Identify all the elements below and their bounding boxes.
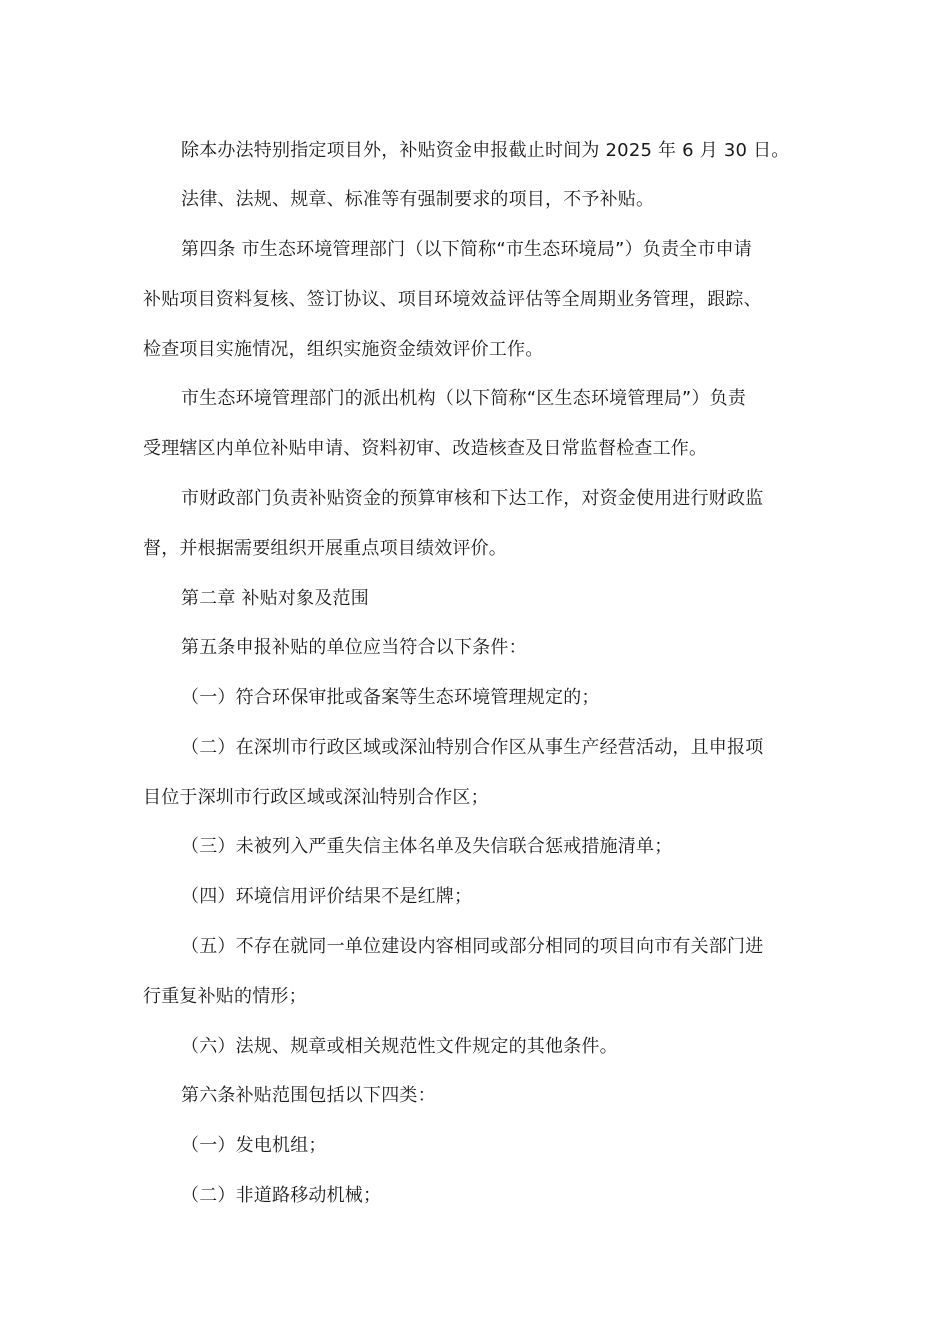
paragraph-line: 市财政部门负责补贴资金的预算审核和下达工作，对资金使用进行财政监 — [181, 488, 764, 509]
paragraph-line: 第四条 市生态环境管理部门（以下简称“市生态环境局”）负责全市申请 — [181, 239, 752, 260]
list-item: （二）在深圳市行政区域或深汕特别合作区从事生产经营活动，且申报项 — [181, 737, 764, 758]
list-item: （五）不存在就同一单位建设内容相同或部分相同的项目向市有关部门进 — [181, 936, 764, 957]
paragraph-line: 督，并根据需要组织开展重点项目绩效评价。 — [143, 538, 507, 559]
paragraph-line: 市生态环境管理部门的派出机构（以下简称“区生态环境管理局”）负责 — [181, 388, 747, 409]
paragraph-line: 第六条补贴范围包括以下四类： — [181, 1085, 436, 1106]
list-item: （二）非道路移动机械； — [181, 1185, 382, 1206]
list-item: （三）未被列入严重失信主体名单及失信联合惩戒措施清单； — [181, 836, 673, 857]
paragraph-line: 第五条申报补贴的单位应当符合以下条件： — [181, 637, 527, 658]
list-item: （四）环境信用评价结果不是红牌； — [181, 886, 473, 907]
list-item-continuation: 行重复补贴的情形； — [143, 986, 307, 1007]
list-item: （六）法规、规章或相关规范性文件规定的其他条件。 — [181, 1036, 618, 1057]
paragraph-line: 除本办法特别指定项目外，补贴资金申报截止时间为 2025 年 6 月 30 日。 — [181, 140, 790, 161]
list-item-continuation: 目位于深圳市行政区域或深汕特别合作区； — [143, 787, 489, 808]
list-item: （一）发电机组； — [181, 1135, 327, 1156]
paragraph-line: 受理辖区内单位补贴申请、资料初审、改造核查及日常监督检查工作。 — [143, 438, 708, 459]
paragraph-line: 法律、法规、规章、标准等有强制要求的项目，不予补贴。 — [181, 189, 655, 210]
paragraph-line: 检查项目实施情况，组织实施资金绩效评价工作。 — [143, 339, 544, 360]
chapter-heading: 第二章 补贴对象及范围 — [181, 588, 369, 609]
list-item: （一）符合环保审批或备案等生态环境管理规定的； — [181, 687, 600, 708]
paragraph-line: 补贴项目资料复核、签订协议、项目环境效益评估等全周期业务管理，跟踪、 — [143, 289, 762, 310]
